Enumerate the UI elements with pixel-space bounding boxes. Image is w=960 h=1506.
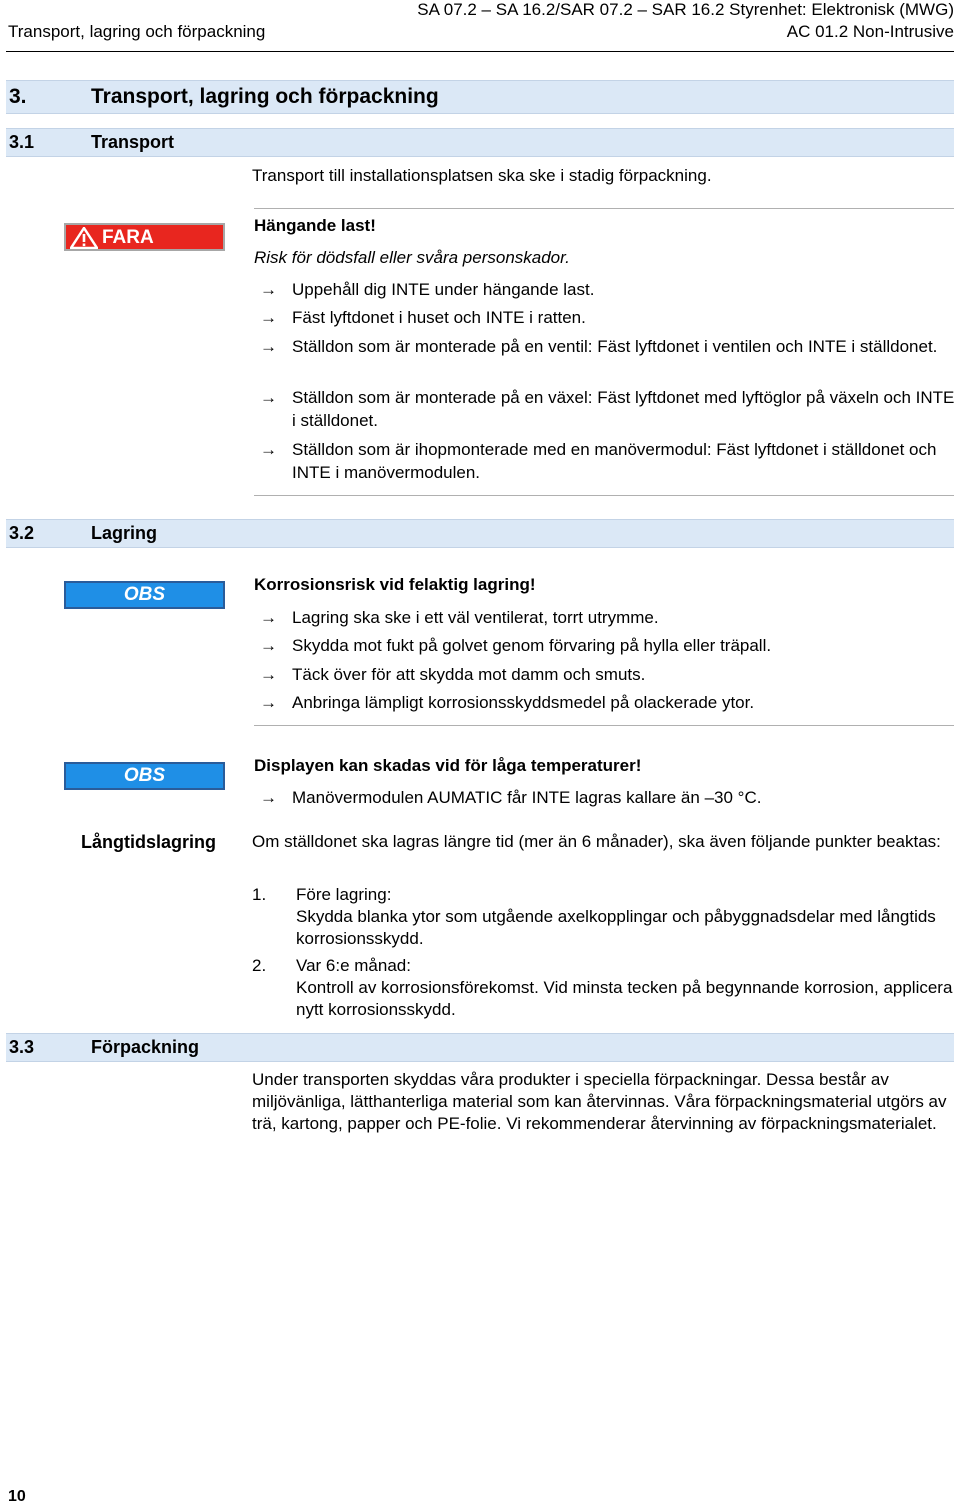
list-item (296, 884, 956, 950)
danger-notice-title: Hängande last! (254, 216, 376, 235)
list-number: 2. (252, 956, 267, 975)
notice-top-rule (254, 208, 954, 209)
arrow-right-icon: → (260, 788, 277, 807)
running-header-product: SA 07.2 – SA 16.2/SAR 07.2 – SAR 16.2 Styrenhet: Elektronisk (MWG) (417, 0, 954, 19)
list-item (296, 955, 956, 1021)
arrow-right-icon: → (260, 636, 277, 655)
danger-badge (64, 223, 225, 251)
list-item-head: Före lagring: (296, 885, 392, 904)
notice-badge-label: OBS (123, 765, 166, 786)
arrow-right-icon: → (260, 440, 277, 459)
warning-triangle-icon (70, 227, 98, 249)
section-number: 3.3 (9, 1037, 35, 1057)
list-item-text: Skydda blanka ytor som utgående axelkopplingar och påbyggnadsdelar med långtids korrosionsskydd. (296, 907, 936, 948)
running-header-variant: AC 01.2 Non-Intrusive (786, 22, 954, 41)
danger-notice-subtitle: Risk för dödsfall eller svåra personskador. (254, 248, 570, 267)
running-header-left: Transport, lagring och förpackning (8, 22, 266, 41)
longterm-intro: Om ställdonet ska lagras längre tid (mer än 6 månader), ska även följande punkter beaktas: (252, 832, 941, 851)
section-number: 3.1 (9, 132, 35, 152)
list-item-text: Kontroll av korrosionsförekomst. Vid minsta tecken på begynnande korrosion, applicera nytt korrosionsskydd. (296, 978, 953, 1019)
longterm-label: Långtidslagring (81, 832, 216, 852)
section-title: Transport (91, 132, 175, 152)
arrow-right-icon: → (260, 608, 277, 627)
notice-badge (64, 581, 225, 609)
notice-badge (64, 762, 225, 790)
section-3-3-heading (6, 1033, 954, 1062)
arrow-right-icon: → (260, 693, 277, 712)
list-item-head: Var 6:e månad: (296, 956, 411, 975)
transport-intro: Transport till installationsplatsen ska ske i stadig förpackning. (252, 166, 712, 185)
page-number: 10 (8, 1488, 26, 1505)
section-number: 3. (9, 85, 27, 108)
arrow-right-icon: → (260, 388, 277, 407)
notice-bottom-rule (254, 725, 954, 726)
display-notice-title: Displayen kan skadas vid för låga temperaturer! (254, 756, 642, 775)
section-title: Lagring (91, 523, 157, 543)
notice-badge-label: OBS (123, 584, 166, 605)
header-divider (6, 51, 954, 52)
section-title: Transport, lagring och förpackning (91, 85, 439, 108)
corrosion-notice-title: Korrosionsrisk vid felaktig lagring! (254, 575, 536, 594)
arrow-right-icon: → (260, 308, 277, 327)
section-number: 3.2 (9, 523, 35, 543)
section-3-heading (6, 80, 954, 114)
arrow-right-icon: → (260, 665, 277, 684)
packaging-text: Under transporten skyddas våra produkter i speciella förpackningar. Dessa består av miljövänliga, lätthanterliga material som kan återvinnas. Våra förpackningsmaterial utgörs av trä, kartong, papper och PE-folie. Vi rekommenderar återvinning av förpackningsmaterialet. (252, 1070, 947, 1133)
section-title: Förpackning (91, 1037, 200, 1057)
arrow-right-icon: → (260, 280, 277, 299)
section-3-2-heading (6, 519, 954, 548)
section-3-1-heading (6, 128, 954, 157)
notice-bottom-rule (254, 495, 954, 496)
arrow-right-icon: → (260, 337, 277, 356)
danger-badge-label: FARA (102, 227, 154, 248)
list-number: 1. (252, 885, 267, 904)
